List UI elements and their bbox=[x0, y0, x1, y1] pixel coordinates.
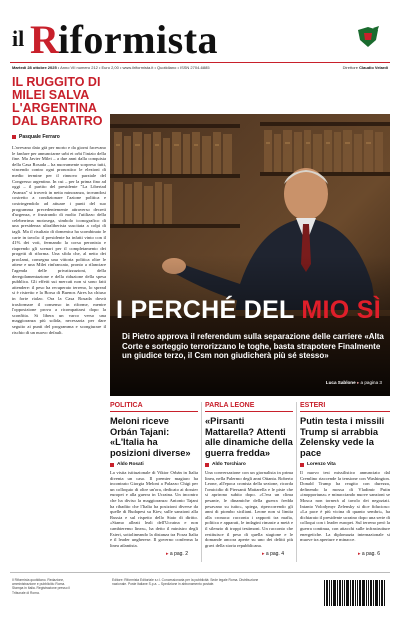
masthead bbox=[0, 0, 400, 70]
footer-publisher: Editore: Riformista Editoriale s.r.l. Concessionaria per la pubblicità: Sede legale Roma. Distribuzione nazionale. Poste italiane S.p.a. – Spedizione in abbonamento postale. bbox=[112, 578, 259, 587]
left-article-author: Pasquale Ferraro bbox=[19, 134, 60, 140]
page-arrow-icon: ▸ bbox=[166, 551, 170, 557]
column-body: Una conversazione con un giornalista in prima linea, nella Palermo degli anni Ottanta. Roberto Leone, all'epoca cronista della sezione, ricorda l'omicidio di Piersanti Mattarella e le piste che si aprirono subito dopo. «C'era un clima pesante, le dinamiche della guerra fredda pesavano su tutto», spiega, ripercorrendo gli anni di piombo siciliani. Leone non si limita alla cronaca: racconta i rapporti tra mafia, politica e apparati, le indagini rimaste a metà e il silenzio di troppi testimoni. Un racconto che restituisce il peso di quella stagione e le domande ancora aperte su uno dei delitti più gravi della storia repubblicana. bbox=[205, 470, 293, 548]
director-credit bbox=[343, 65, 388, 70]
page-arrow-icon: ▸ bbox=[262, 551, 266, 557]
left-article-title[interactable]: IL RUGGITO DI MILEI SALVA L'ARGENTINA DAL BARATRO bbox=[12, 76, 103, 128]
byline-square-icon bbox=[110, 463, 114, 467]
column-divider bbox=[201, 402, 202, 562]
column-byline bbox=[300, 462, 390, 467]
cover-caption-author: Luca Sablone bbox=[325, 380, 356, 385]
column-body: Il nuovo test missilistico annunciato dal Cremlino riaccende la tensione con Washington. Donald Trump ha reagito con durezza, definendo la mossa di Vladimir Putin «inopportuna» e minacciando nuove sanzioni se Mosca non tornerà al tavolo dei negoziati. Intanto Volodymyr Zelensky si dice fiducioso: «La pace è più vicina di quanto sembri», ha dichiarato il presidente ucraino dopo una serie di colloqui con i leader europei. Sul terreno però la guerra continua, con attacchi sulle infrastrutture energetiche. La diplomazia internazionale si muove tra aperture e minacce. bbox=[300, 470, 390, 543]
left-article bbox=[12, 76, 106, 421]
page-arrow-icon: ▸ bbox=[358, 551, 362, 557]
logo-prefix: il bbox=[12, 26, 25, 51]
footer-divider bbox=[10, 572, 390, 573]
column-section-label: ESTERI bbox=[300, 402, 390, 412]
column-esteri[interactable] bbox=[300, 402, 390, 562]
issue-info bbox=[12, 65, 210, 70]
logo-initial: R bbox=[30, 17, 59, 62]
footer-legal: Il Riformista quotidiano. Redazione, amministrazione e pubblicità: Roma. Stampa in Italia. Registrazione presso il Tribunale di Roma. bbox=[12, 578, 70, 595]
issue-date: Martedì 28 ottobre 2025 bbox=[12, 65, 57, 70]
cover-caption-arrow-icon: ▸ bbox=[356, 380, 360, 385]
left-article-body: L'avevano dato già per morto e da giorni facevano le fanfare per annunciarne urbi et orbi l'inizio della fine. Ma Javier Milei – a due anni dalla conquista della Casa Rosada – ha nuovamente sorpreso tutti, vincendo contro ogni pronostico le elezioni di medio termine per il rinnovo parziale del Congresso argentino. In cui – per la prima fino ad oggi – il partito del presidente "La Libertad Avanza" si troverà in netta minoranza, trovandosi costretto a condizionare l'azione politica e costringendolo ad attuare i punti del suo programma precedentemente attraverso decreti d'urgenza, e frustrando di molto l'utilizzo della celeberrima motosega, simbolo iconografico di una presidenza ultraliberista suscitata a colpi di tagli. Ma il risultato di domenica ha scombinato le carte in tavola: il presidente ha infatti vinto con il 41% dei voti, fermando la corsa peronista e riaprendo gli scenari per il completamento dei progetti di riforma. Una sfida che, al netto dei proclami, consegna una vittoria politica oltre le attese e una Milei rinfrancato, pronto a rilanciare l'agenda delle privatizzazioni, della deregolamentazione e della riduzione della spesa pubblica. Gli effetti sui mercati non si sono fatti attendere: il peso ha recuperato terreno, lo spread si è ristretto e la Borsa di Buenos Aires ha chiuso in forte rialzo. Ora la Casa Rosada dovrà trasformare il consenso in riforme, mentre l'opposizione prova a ricompattarsi dopo la sconfitta. Si libera un varco verso una maggioranza più solida, necessaria per dare seguito ai punti del programma e scongiurare il rischio di un nuovo default. bbox=[12, 145, 106, 335]
masthead-divider bbox=[10, 62, 390, 63]
byline-square-icon bbox=[12, 135, 16, 139]
column-title: Meloni riceve Orbán Tajani: «L'Italia ha posizioni diverse» bbox=[110, 416, 191, 458]
cover-headline-prefix: I PERCHÉ DEL bbox=[116, 296, 302, 324]
column-author: Aldo Torchiaro bbox=[212, 462, 246, 467]
column-page: a pag. 4 bbox=[265, 551, 284, 557]
logo-seal-icon bbox=[356, 26, 380, 48]
logo-wordmark: iformista bbox=[58, 17, 219, 62]
cover-subhead: Di Pietro approva il referendum sulla separazione delle carriere «Alta Corte e sorteggio terrorizzano le toghe, basta strapotere Finalmente un giudice terzo, il Csm non giudicherà più sé stesso» bbox=[122, 332, 384, 360]
column-byline bbox=[205, 462, 293, 467]
left-article-byline bbox=[12, 134, 106, 140]
cover-caption bbox=[326, 380, 382, 386]
column-title: Putin testa i missili Trump si arrabbia Zelensky vede la pace bbox=[300, 416, 385, 458]
column-page-link[interactable] bbox=[262, 551, 284, 557]
column-page: a pag. 6 bbox=[361, 551, 380, 557]
column-section-label: PARLA LEONE bbox=[205, 402, 293, 412]
column-parla-leone[interactable] bbox=[205, 402, 293, 562]
cover-headline bbox=[116, 296, 381, 325]
barcode-icon bbox=[322, 578, 388, 610]
issue-details: • Anno VII numero 212 • Euro 2,00 • www.ilriformista.it • Quotidiano • ISSN 2704-6885 bbox=[56, 65, 210, 70]
cover-story[interactable] bbox=[110, 296, 390, 396]
column-body: La visita istituzionale di Viktor Orbán in Italia diventa un caso. Il premier magiaro ha incontrato Giorgia Meloni a Palazzo Chigi per un colloquio di oltre un'ora, dedicato ai dossier europei e alla guerra in Ucraina. Un incontro che ha diviso la maggioranza: Antonio Tajani ha ribadito che l'Italia ha posizioni diverse da quelle di Budapest su Kiev, sulle sanzioni alla Russia e sul rispetto dello Stato di diritto. «Siamo alleati leali dell'Ucraina e non cambieremo linea», ha detto il ministro degli Esteri, sottolineando la distanza tra Forza Italia e il leader ungherese. Il governo conferma la linea atlantista. bbox=[110, 470, 198, 548]
column-section-label: POLITICA bbox=[110, 402, 198, 412]
cover-caption-page: a pagina 3 bbox=[360, 380, 382, 385]
column-author: Lorenzo Vita bbox=[307, 462, 336, 467]
byline-square-icon bbox=[300, 463, 304, 467]
column-byline bbox=[110, 462, 198, 467]
director-label: Direttore bbox=[342, 65, 360, 70]
director-name: Claudio Velardi bbox=[359, 65, 388, 70]
byline-square-icon bbox=[205, 463, 209, 467]
column-page-link[interactable] bbox=[166, 551, 188, 557]
cover-headline-highlight: MIO SÌ bbox=[301, 296, 382, 324]
column-divider bbox=[296, 402, 297, 562]
column-politica[interactable] bbox=[110, 402, 198, 562]
column-page-link[interactable] bbox=[358, 551, 380, 557]
column-author: Aldo Rosati bbox=[117, 462, 144, 467]
column-page: a pag. 2 bbox=[169, 551, 188, 557]
column-title: «Pirsanti Mattarella? Attenti alle dinamiche della guerra fredda» bbox=[205, 416, 293, 458]
